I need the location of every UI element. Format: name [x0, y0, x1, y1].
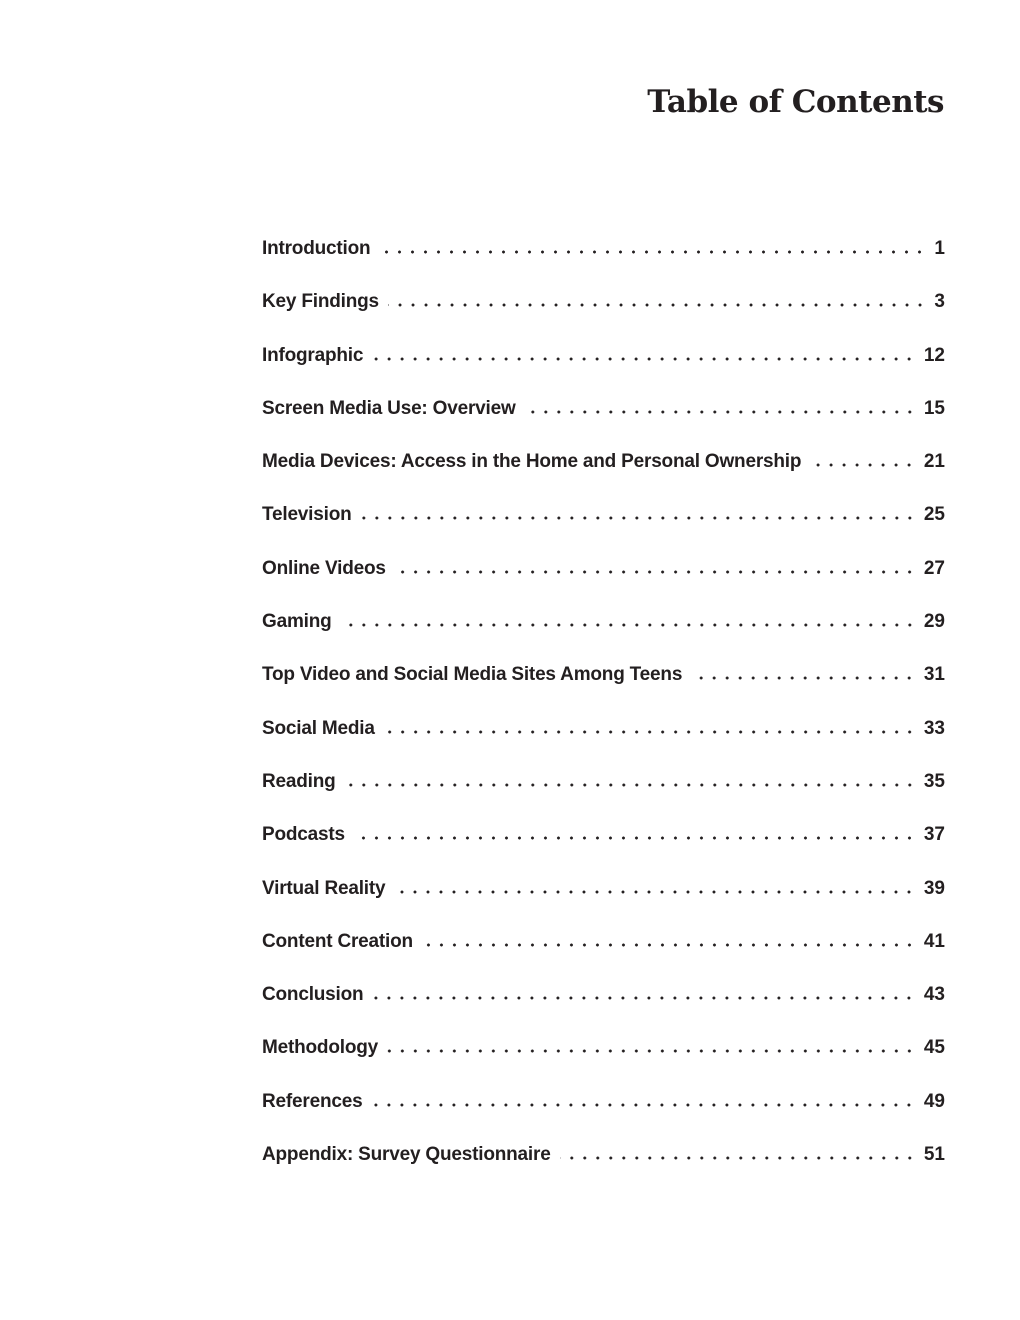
dot-leader — [394, 890, 915, 894]
dot-leader — [691, 676, 916, 680]
toc-entry-top-video-social-sites[interactable] — [262, 656, 945, 709]
toc-entry-label: Online Videos — [262, 557, 386, 579]
dot-leader — [371, 1103, 915, 1107]
toc-entry-label: Television — [262, 504, 352, 526]
toc-entry-label: Podcasts — [262, 824, 345, 846]
dot-leader — [810, 463, 916, 467]
toc-entry-references[interactable] — [262, 1083, 945, 1136]
dot-leader — [388, 303, 927, 307]
toc-entry-page-number: 27 — [923, 557, 945, 579]
toc-entry-gaming[interactable] — [262, 603, 945, 656]
toc-entry-page-number: 49 — [923, 1090, 945, 1112]
toc-entry-label: Top Video and Social Media Sites Among Teens — [262, 664, 683, 686]
toc-entry-label: References — [262, 1090, 363, 1112]
toc-entry-label: Reading — [262, 770, 336, 792]
toc-entry-key-findings[interactable] — [262, 283, 945, 336]
toc-entry-media-devices[interactable] — [262, 443, 945, 496]
dot-leader — [341, 623, 916, 627]
dot-leader — [354, 836, 916, 840]
toc-entry-social-media[interactable] — [262, 710, 945, 763]
toc-entry-page-number: 51 — [923, 1144, 945, 1166]
dot-leader — [345, 783, 916, 787]
toc-entry-label: Gaming — [262, 611, 332, 633]
toc-entry-reading[interactable] — [262, 763, 945, 816]
toc-entry-virtual-reality[interactable] — [262, 870, 945, 923]
toc-entry-conclusion[interactable] — [262, 976, 945, 1029]
toc-entry-page-number: 45 — [923, 1037, 945, 1059]
toc-entry-page-number: 35 — [923, 770, 945, 792]
dot-leader — [379, 250, 926, 254]
toc-entry-podcasts[interactable] — [262, 816, 945, 869]
toc-entry-page-number: 41 — [923, 930, 945, 952]
dot-leader — [560, 1156, 916, 1160]
page-title: Table of Contents — [647, 84, 944, 120]
toc-entry-page-number: 31 — [923, 664, 945, 686]
toc-entry-label: Virtual Reality — [262, 877, 386, 899]
dot-leader — [372, 357, 916, 361]
toc-entry-introduction[interactable] — [262, 230, 945, 283]
toc-entry-page-number: 29 — [923, 611, 945, 633]
toc-list — [262, 230, 945, 1189]
toc-entry-infographic[interactable] — [262, 337, 945, 390]
toc-entry-television[interactable] — [262, 496, 945, 549]
toc-entry-content-creation[interactable] — [262, 923, 945, 976]
toc-entry-page-number: 37 — [923, 824, 945, 846]
toc-entry-page-number: 39 — [923, 877, 945, 899]
toc-entry-label: Key Findings — [262, 291, 379, 313]
toc-entry-label: Introduction — [262, 238, 371, 259]
toc-entry-page-number: 12 — [923, 344, 945, 366]
toc-entry-label: Screen Media Use: Overview — [262, 397, 516, 419]
toc-entry-page-number: 15 — [923, 397, 945, 419]
toc-entry-page-number: 3 — [934, 291, 945, 313]
toc-entry-label: Methodology — [262, 1037, 379, 1059]
toc-entry-label: Conclusion — [262, 984, 364, 1006]
dot-leader — [387, 1049, 916, 1053]
toc-entry-page-number: 25 — [923, 504, 945, 526]
toc-entry-page-number: 1 — [934, 238, 945, 259]
dot-leader — [395, 570, 916, 574]
toc-entry-label: Social Media — [262, 717, 375, 739]
dot-leader — [361, 516, 916, 520]
toc-entry-methodology[interactable] — [262, 1029, 945, 1082]
dot-leader — [372, 996, 915, 1000]
toc-entry-page-number: 33 — [923, 717, 945, 739]
dot-leader — [422, 943, 916, 947]
toc-entry-appendix[interactable] — [262, 1136, 945, 1189]
toc-entry-label: Appendix: Survey Questionnaire — [262, 1144, 551, 1166]
toc-entry-page-number: 21 — [923, 451, 945, 473]
toc-entry-label: Infographic — [262, 344, 364, 366]
dot-leader — [384, 730, 916, 734]
toc-entry-page-number: 43 — [923, 984, 945, 1006]
toc-entry-label: Media Devices: Access in the Home and Personal Ownership — [262, 451, 802, 473]
toc-entry-screen-media-use[interactable] — [262, 390, 945, 443]
toc-entry-online-videos[interactable] — [262, 550, 945, 603]
dot-leader — [525, 410, 916, 414]
toc-entry-label: Content Creation — [262, 930, 413, 952]
